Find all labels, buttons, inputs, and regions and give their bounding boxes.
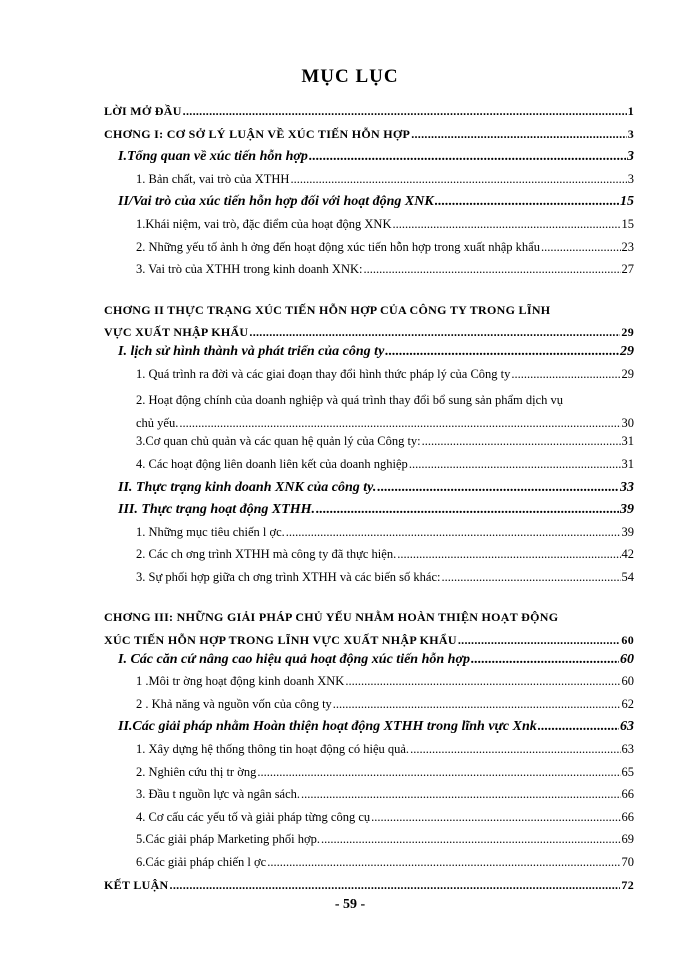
dot-leader [411, 127, 626, 142]
dot-leader [410, 742, 620, 757]
toc-entry-subsection[interactable]: 1. Xây dựng hệ thống thông tin hoạt động có hiệu quả. ..... 63 [104, 742, 634, 765]
dot-leader [397, 547, 620, 562]
toc-entry-subsection[interactable]: 4. Các hoạt động liên doanh liên kết của doanh nghiệp ..... 31 [104, 457, 634, 480]
toc-entry-subsection[interactable]: 2. Hoạt động chính của doanh nghiệp và quá trình thay đổi bổ sung sản phẩm dịch vụ chủ yếu. ..... 30 [104, 389, 634, 434]
dot-leader [409, 457, 621, 472]
toc-entry-subsection[interactable]: 1. Quá trình ra đời và các giai đoạn thay đổi hình thức pháp lý của Công ty ..... 29 [104, 367, 634, 390]
dot-leader [333, 697, 621, 712]
toc-entry-section[interactable]: II/Vai trò của xúc tiến hỗn hợp đối với hoạt động XNK ..... 15 [104, 194, 634, 217]
dot-leader [183, 104, 627, 119]
toc-entry-intro[interactable]: LỜI MỞ ĐẦU ..... 1 [104, 104, 634, 127]
toc-entry-section[interactable]: I.Tổng quan về xúc tiến hỗn hợp ..... 3 [104, 149, 634, 172]
dot-leader [257, 765, 620, 780]
toc-entry-subsection[interactable]: 6.Các giải pháp chiến l ợc ..... 70 [104, 855, 634, 878]
dot-leader [316, 502, 619, 518]
toc-entry-section[interactable]: I. lịch sử hình thành và phát triển của công ty ..... 29 [104, 344, 634, 367]
dot-leader [385, 344, 619, 360]
dot-leader [363, 262, 620, 277]
toc-entry-subsection[interactable]: 4. Cơ cấu các yếu tố và giải pháp từng công cụ ..... 66 [104, 810, 634, 833]
dot-leader [179, 412, 620, 435]
toc-entry-subsection[interactable]: 1 .Môi tr ờng hoạt động kinh doanh XNK ..... 60 [104, 674, 634, 697]
dot-leader [458, 629, 621, 652]
page-number: - 59 - [334, 897, 366, 912]
toc-entry-section[interactable]: I. Các căn cứ nâng cao hiệu quả hoạt động xúc tiến hỗn hợp ..... 60 [104, 652, 634, 675]
toc-entry-section[interactable]: III. Thực trạng hoạt động XTHH. ..... 39 [104, 502, 634, 525]
toc-entry-subsection[interactable]: 2. Những yếu tố ảnh h ởng đến hoạt động xúc tiến hỗn hợp trong xuất nhập khẩu ..... 23 [104, 240, 634, 263]
dot-leader [170, 878, 621, 893]
toc-entry-subsection[interactable]: 1.Khái niệm, vai trò, đặc điểm của hoạt động XNK ..... 15 [104, 217, 634, 240]
dot-leader [290, 172, 626, 187]
dot-leader [345, 674, 620, 689]
dot-leader [286, 525, 621, 540]
dot-leader [511, 367, 620, 382]
dot-leader [422, 434, 621, 449]
table-of-contents [104, 104, 634, 900]
dot-leader [471, 652, 619, 668]
dot-leader [442, 570, 621, 585]
dot-leader [541, 240, 621, 255]
toc-entry-subsection[interactable]: 3. Vai trò của XTHH trong kinh doanh XNK: ..... 27 [104, 262, 634, 285]
dot-leader [377, 480, 619, 496]
toc-entry-conclusion[interactable]: KẾT LUẬN ..... 72 [104, 878, 634, 901]
dot-leader [267, 855, 620, 870]
toc-entry-section[interactable]: II.Các giải pháp nhằm Hoàn thiện hoạt động XTHH trong lĩnh vực Xnk ..... 63 [104, 719, 634, 742]
toc-entry-section[interactable]: II. Thực trạng kinh doanh XNK của công ty. ..... 33 [104, 480, 634, 503]
toc-entry-subsection[interactable]: 5.Các giải pháp Marketing phối hợp. ..... 69 [104, 832, 634, 855]
toc-entry-chapter-3[interactable]: CHƠNG III: NHỮNG GIẢI PHÁP CHỦ YẾU NHẰM HOÀN THIỆN HOẠT ĐỘNG XÚC TIẾN HỖN HỢP TRONG LĨNH VỰC XUẤT NHẬP KHẨU ..... 60 [104, 606, 634, 651]
dot-leader [371, 810, 620, 825]
dot-leader [309, 149, 626, 165]
dot-leader [301, 787, 620, 802]
dot-leader [249, 321, 620, 344]
toc-entry-subsection[interactable]: 1. Bản chất, vai trò của XTHH ..... 3 [104, 172, 634, 195]
toc-entry-subsection[interactable]: 2. Nghiên cứu thị tr ờng ..... 65 [104, 765, 634, 788]
dot-leader [393, 217, 621, 232]
toc-entry-subsection[interactable]: 3. Đầu t nguồn lực và ngân sách. ..... 66 [104, 787, 634, 810]
dot-leader [538, 719, 619, 735]
toc-entry-chapter-1[interactable]: CHƠNG I: CƠ SỞ LÝ LUẬN VỀ XÚC TIẾN HỖN HỢP ..... 3 [104, 127, 634, 150]
page-title: MỤC LỤC [301, 66, 399, 87]
toc-entry-subsection[interactable]: 2. Các ch ơng trình XTHH mà công ty đã thực hiện. ..... 42 [104, 547, 634, 570]
toc-entry-subsection[interactable]: 3.Cơ quan chủ quản và các quan hệ quản lý của Công ty: ..... 31 [104, 434, 634, 457]
toc-entry-chapter-2[interactable]: CHƠNG II THỰC TRẠNG XÚC TIẾN HỖN HỢP CỦA CÔNG TY TRONG LĨNH VỰC XUẤT NHẬP KHẨU ..... 29 [104, 299, 634, 344]
toc-entry-subsection[interactable]: 2 . Khả năng và nguồn vốn của công ty ..... 62 [104, 697, 634, 720]
toc-entry-subsection[interactable]: 3. Sự phối hợp giữa ch ơng trình XTHH và các biến số khác: ..... 54 [104, 570, 634, 593]
toc-entry-subsection[interactable]: 1. Những mục tiêu chiến l ợc. ..... 39 [104, 525, 634, 548]
dot-leader [435, 194, 619, 210]
dot-leader [321, 832, 620, 847]
